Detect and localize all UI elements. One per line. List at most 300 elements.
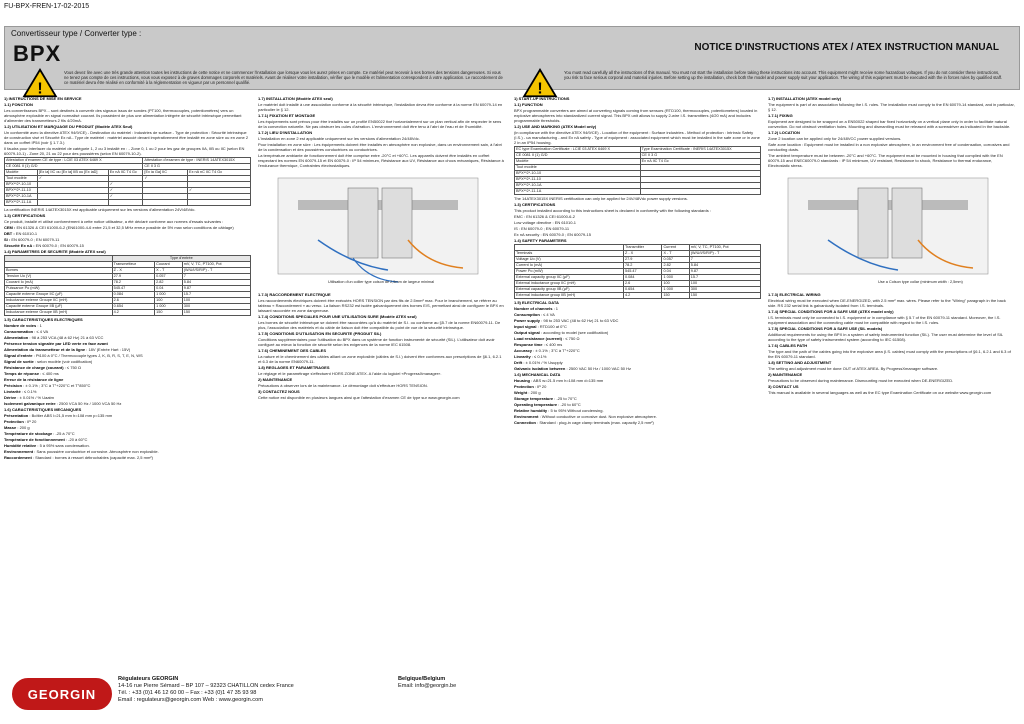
table-cell: 7 bbox=[182, 274, 250, 280]
paragraph: Le réglage et le paramétrage s'effectuent HORS ZONE ATEX. A l'aide du logiciel «ProgressXmanager». bbox=[258, 371, 442, 376]
spec-value: : RTD100 at 0°C bbox=[536, 324, 567, 329]
table-cell: Modèle bbox=[515, 159, 641, 165]
paragraph: Zone 2 location can be applied only for 24/48VCC power supplied versions. bbox=[768, 136, 902, 141]
section-heading: 2) MAINTENANCE bbox=[258, 377, 293, 382]
table-cell: Courant bbox=[155, 262, 183, 268]
table-cell: Attestation d'examen CE de type : LCIE 03 ATEX 6469 X bbox=[5, 158, 143, 164]
spec-row bbox=[514, 420, 761, 425]
spec-row bbox=[4, 365, 251, 370]
spec-label: Dérive bbox=[4, 395, 17, 400]
enclosure-diagram bbox=[768, 170, 1008, 290]
table-cell: Courant Io (mA) bbox=[5, 280, 113, 286]
spec-value: EN 61326 & CEI 61000-6-2 (EN61000-4-6 entre 21,5 et 32,5 MHz erreur possible de 5% max selon conditions de câblage) bbox=[16, 225, 234, 230]
paragraph: Les convertisseurs BPX... sont destinés à convertir des signaux issus de sondes (PT100, thermocouples, potentiomètres) vers un atmosphère explosible en signal normalisé courant. Ils possèdent de plus une alimentation intégrée de sécurité intrinsèque permettant d'alimenter des transmetteurs 2 fils 4/20mA. bbox=[4, 108, 242, 123]
spec-label: Raccordement bbox=[4, 455, 32, 460]
spec-label: Response time bbox=[514, 342, 543, 347]
spec-value: : 2500 VCA 50 Hz / 1000 VCA 50 Hz bbox=[55, 401, 122, 406]
table-cell: 2.6 bbox=[112, 298, 155, 304]
table-cell: 100 bbox=[662, 281, 689, 287]
spec-label: Température de fonctionnement bbox=[4, 437, 65, 442]
table-cell: 150 bbox=[689, 293, 760, 299]
table-cell: 150 bbox=[662, 293, 689, 299]
section-heading: 1.3) CERTIFICATIONS bbox=[4, 213, 46, 218]
section-heading: 1.6) MECHANICAL DATA bbox=[514, 372, 561, 377]
paragraph: Il faudra pour interfacer du matériel de catégorie 1, 2 ou 3 installé en : - Zone 0, 1 ou 2 pour les gaz de groupes IIA, IIB ou IIC (selon EN 60079-10-1) - Zone 20, 21 ou 22 pour des poussières (selon EN 60079-10-2). bbox=[4, 146, 245, 156]
paragraph: The 14ATEX3015X INERIS certification can only be applied for 24V/48Vdc power supply versions. bbox=[514, 196, 688, 201]
spec-label: Présentation bbox=[4, 413, 29, 418]
spec-label: Number of channels bbox=[514, 306, 553, 311]
spec-row bbox=[4, 371, 251, 376]
paragraph: EMC : EN 61326 & CEI 61000-6-2 bbox=[514, 214, 575, 219]
spec-row bbox=[514, 354, 761, 359]
spec-value: : 18V (Entrée Hart : 15V) bbox=[85, 347, 131, 352]
table-cell: External inductance group IIB (mH) bbox=[515, 293, 624, 299]
paragraph: La certification INERIS 14ATEX3015X est applicable uniquement sur les versions d'alimentation 24V/48Vdc. bbox=[4, 207, 196, 212]
spec-label: Housing bbox=[514, 378, 530, 383]
spec-row bbox=[4, 437, 251, 442]
table-cell: ✓ bbox=[108, 194, 143, 200]
section-heading: 1.7.3) RACCORDEMENT ELECTRIQUE bbox=[258, 292, 331, 297]
spec-value: : 5 à 95% sans condensation. bbox=[36, 443, 90, 448]
spec-label: Environnement bbox=[4, 449, 34, 454]
table-cell: 15.7 bbox=[689, 275, 760, 281]
belgium-contact bbox=[398, 676, 456, 690]
mounting-illustration bbox=[258, 170, 505, 290]
table-cell: CE 0081 II (1) G/D bbox=[5, 164, 143, 170]
table-cell: BPX**2*-10-10 bbox=[5, 182, 38, 188]
spec-label: Linearity bbox=[514, 354, 531, 359]
table-cell: Ex nA IIC T4 Gc bbox=[640, 159, 760, 165]
table-row bbox=[5, 310, 251, 316]
table-cell: EC type Examination Certificate : LCIE 03 ATEX 6469 X bbox=[515, 147, 641, 153]
spec-label: Résistance de charge (courant) bbox=[4, 365, 64, 370]
spec-row bbox=[4, 455, 251, 460]
svg-text:!: ! bbox=[537, 80, 543, 98]
spec-value: : ≤ 400 ms bbox=[39, 371, 59, 376]
spec-row bbox=[514, 348, 761, 353]
spec-value: : ≤ 4 VA bbox=[33, 329, 49, 334]
paragraph: Additional requirements for using the BPX in a system of safety instrumented function (SIL). The user must determine the level of SIL according to the type of safety instrumented system (according to IEC 61508). bbox=[768, 332, 1004, 342]
spec-value: : 1 bbox=[552, 306, 559, 311]
spec-row bbox=[514, 312, 761, 317]
table-cell: [Ex ia] IIC ou [Ex ia] IIB ou [Ex iaD] bbox=[37, 170, 108, 176]
paragraph: Precautions to be observed during maintenance. Dismounting must be executed when DE-ENERGIZED. bbox=[768, 378, 954, 383]
table-cell: ✓ bbox=[188, 188, 251, 194]
spec-value: EN 60079-0 ; EN 60079-11 bbox=[11, 237, 60, 242]
column-fr-startup bbox=[4, 96, 251, 668]
table-cell: BPX**2*-10-1A bbox=[515, 183, 641, 189]
table-cell: 0.04 bbox=[155, 286, 183, 292]
table-cell: Tout modèle bbox=[515, 165, 641, 171]
table-cell: 27.9 bbox=[623, 257, 661, 263]
paragraph: The type and the path of the cables going into the explosive area (I.S. cables) must comply with the prescriptions of §6.1, 6.2.1 and 6.3 of the EN 60079-11 standard. bbox=[768, 349, 1011, 359]
table-cell: 0.654 bbox=[112, 304, 155, 310]
table-cell: CE II 3 G bbox=[143, 164, 251, 170]
section-heading: 1.6) CARACTERISTIQUES MECANIQUES bbox=[4, 407, 82, 412]
spec-row bbox=[4, 443, 251, 448]
table-cell: Ex nA IIC T4 Gc bbox=[108, 170, 143, 176]
spec-label: Drift bbox=[514, 360, 523, 365]
table-cell: 545.47 bbox=[623, 269, 661, 275]
spec-value: : 1 bbox=[36, 323, 42, 328]
table-cell: 2.82 bbox=[662, 263, 689, 269]
spec-row bbox=[4, 449, 251, 454]
spec-value: : ≤ 0.1% bbox=[20, 389, 37, 394]
spec-value: EN 61010-1 bbox=[15, 231, 38, 236]
spec-value: : 2500 VAC 50 Hz / 1000 VAC 50 Hz bbox=[565, 366, 632, 371]
table-cell: 5.84 bbox=[689, 263, 760, 269]
section-heading: 3) CONTACT US bbox=[768, 384, 799, 389]
column-en-installation bbox=[768, 96, 1015, 668]
table-cell: Transmetteur bbox=[112, 262, 155, 268]
table-cell: 300 bbox=[182, 304, 250, 310]
spec-row bbox=[514, 306, 761, 311]
spec-label: Signal d'entrée bbox=[4, 353, 33, 358]
illustration-caption: Utilisation d'un collier type colson de 2,5mm de largeur minimal bbox=[328, 280, 435, 284]
table-cell: 0.084 bbox=[112, 292, 155, 298]
table-cell: X - T bbox=[155, 268, 183, 274]
spec-label: Précision bbox=[4, 383, 23, 388]
section-heading: 1.2) USE AND MARKING (ATEX Model only) bbox=[514, 124, 597, 129]
spec-label: Masse bbox=[4, 425, 17, 430]
paragraph: BPX programmable converters are aimed at converting signals coming from sensors (RTD100, thermocouples, potentiometers) located in explosive atmospheres into standardized current signal. This BPX unit allows to supply 2-wire I.S. transmitters (4/20 mA) and includes programmable thresholds. bbox=[514, 108, 758, 123]
section-heading: 1.7.1) FIXING bbox=[768, 113, 793, 118]
converter-type-label: Convertisseur type / Converter type : bbox=[11, 29, 142, 38]
table-cell: 7 bbox=[689, 257, 760, 263]
table-cell: BPX**2*-10-1A bbox=[5, 194, 38, 200]
spec-value: : ± 0.1% ; 3°C à T°+220°C et T°850°C bbox=[22, 383, 91, 388]
section-heading: 1.7) INSTALLATION (Modèle ATEX seul) bbox=[258, 96, 333, 101]
column-fr-installation bbox=[258, 96, 505, 668]
spec-row bbox=[4, 401, 251, 406]
spec-value: : Standard : bornes à ressort débrochables (capacité max. 2,5 mm²) bbox=[31, 455, 153, 460]
section-heading: 2) MAINTENANCE bbox=[768, 372, 803, 377]
spec-label: Temps de réponse bbox=[4, 371, 40, 376]
table-cell: Voltage Uo (V) bbox=[515, 257, 624, 263]
table-cell: mV, V, TC, PT100, Pot bbox=[182, 262, 250, 268]
warning-triangle-icon bbox=[22, 68, 58, 98]
marking-table bbox=[514, 146, 761, 195]
paragraph: Précautions à observer lors de la maintenance. Le démontage doit s'effectuer HORS TENSION. bbox=[258, 383, 428, 388]
warning-triangle-icon bbox=[522, 68, 558, 98]
table-cell: X - T bbox=[662, 251, 689, 257]
spec-row bbox=[4, 377, 251, 382]
spec-value: : 98 to 253 VAC (48 to 62 Hz) 21 to 63 VDC bbox=[540, 318, 619, 323]
spec-value: : ≤ 4 VA bbox=[539, 312, 555, 317]
section-heading: 1.4) PARAMETRES DE SECURITE (Modèle ATEX seul) bbox=[4, 249, 106, 254]
spec-value: : ± 0.01% / % Usupply bbox=[522, 360, 563, 365]
spec-row bbox=[4, 359, 251, 364]
spec-value: : Sans poussière conductrice et corrosive. Atmosphère non explosible. bbox=[33, 449, 159, 454]
street-address: 14-16 rue Pierre Sémard – BP 107 – 92323 CHATILLON cedex France bbox=[118, 683, 294, 689]
section-heading: 1.7) INSTALLATION (ATEX model only) bbox=[768, 96, 842, 101]
spec-value: : according to model (see codification) bbox=[539, 330, 609, 335]
table-row bbox=[515, 293, 761, 299]
document-id: FU-BPX-FREN-17-02-2015 bbox=[4, 3, 90, 10]
spec-value: : IP 20 bbox=[23, 419, 37, 424]
spec-value: : 98 à 253 VCA (48 à 62 Hz) 21 à 63 VCC bbox=[28, 335, 104, 340]
spec-row bbox=[4, 329, 251, 334]
table-cell: BPX**2*-11-10 bbox=[5, 188, 38, 194]
table-cell: (W/U/I/S/R/P) - T bbox=[689, 251, 760, 257]
paragraph: Les raccordements électriques doivent être exécutés HORS TENSION par des fils de 2.5mm² max. Pour le branchement, se référer au tableau « Raccordement » au verso. La liaison RS232 est isolée galvaniquement des bornes E/S, permettant ainsi de configurer le BPX en laissant raccordée en zone dangereuse. bbox=[258, 298, 504, 313]
section-heading: 1.8) REGLAGES ET PARAMETRAGES bbox=[258, 365, 330, 370]
spec-value: : ≤ 750 Ω bbox=[63, 365, 81, 370]
paragraph: Les bornes de sécurité intrinsèque se doivent être raccordées qu'à du matériel de S.I. ou conforme au §5.7 de la norme EN60079-11. De plus, l'association des matériels et du câble de liaison doit être compatible du point de vue de la sécurité intrinsèque. bbox=[258, 320, 501, 330]
table-cell: BPX**2*-10-10 bbox=[515, 171, 641, 177]
paragraph: La nature et le cheminement des câbles alliant un zone explosible (câbles de S.I.) doivent être conformes aux prescriptions de §6.1, 6.2.1 et 6.3 de la norme EN60079-11. bbox=[258, 354, 502, 364]
spec-value: : Standard : plug-in cage clamp terminals (max. capacity 2,5 mm²) bbox=[536, 420, 654, 425]
table-cell: 15.7 bbox=[182, 292, 250, 298]
table-cell: External inductance group IIC (mH) bbox=[515, 281, 624, 287]
spec-row bbox=[4, 389, 251, 394]
spec-row bbox=[4, 425, 251, 430]
table-cell: Puissance Po (mW) bbox=[5, 286, 113, 292]
section-heading: 1.7.4) CONDITIONS SPECIALES POUR UNE UTILISATION SURE (Modèle ATEX seul) bbox=[258, 314, 417, 319]
paragraph: Electrical wiring must be executed when DE-ENERGIZED, with 2.5 mm² max. wires. Please refer to the "Wiring" paragraph in the back side. RS 232 serial link is galvanically isolated from I.S. terminals. bbox=[768, 298, 1006, 308]
paragraph: The setting and adjustment must be done OUT of ATEX AREA. By ProgressXmanager software. bbox=[768, 366, 939, 371]
section-heading: 1.4) SAFETY PARAMETERS bbox=[514, 238, 567, 243]
paragraph: Le matériel doit installé à une association conforme à la sécurité intrinsèque, l'installation devra être conforme à la norme EN 60079-14 en particulier le § 12. bbox=[258, 102, 503, 112]
table-cell: ✓ bbox=[143, 176, 188, 182]
column-en-startup bbox=[514, 96, 761, 668]
table-cell: 0.057 bbox=[662, 257, 689, 263]
section-heading: 1.7.6) CHEMINEMENT DES CABLES bbox=[258, 348, 327, 353]
section-heading: 1.7.2) LOCATION bbox=[768, 130, 800, 135]
paragraph: Un conformité avec la directive ATEX 94/9/CE) - Destination du matériel : Industries de surface - Type de protection : Sécurité intrinsèque de construction visé et Sécurité Ex nA - Type de matériel : matériel associé devant impérativement être installé en zone sûre ou en zone 2 dans un coffret IP54 (voir § 1.7.3.) bbox=[4, 130, 249, 145]
spec-label: Storage temperature bbox=[514, 396, 554, 401]
section-heading: 1) START-UP INSTRUCTIONS bbox=[514, 96, 570, 101]
spec-value: : -20 à 60°C bbox=[64, 437, 88, 442]
section-heading: 1) INSTRUCTIONS DE MISE EN SERVICE bbox=[4, 96, 82, 101]
paragraph: Safe zone location : Equipment must be installed in a non explosive atmosphere, in an environment free of condensation, corrosives and conducting dusts. bbox=[768, 142, 1010, 152]
paragraph: Cette notice est disponible en plusieurs langues ainsi que l'attestation d'examen CE de type sur www.georgin.com bbox=[258, 395, 460, 400]
spec-label: Alimentation bbox=[4, 335, 29, 340]
intro-en: You must read carefully all the instructions of this manual. You must not start the installation before taking these instructions into account. This equipment might receive some hazardous voltages. If you do not consider these instructions, you risk to face serious corporal and material injuries. Before setting up the installation, check both the model and power supply suit your application. The wiring of this equipment must be executed with the in forces rules by qualified staff. bbox=[564, 70, 1003, 81]
section-heading: 1.1) FONCTION bbox=[4, 102, 33, 107]
spec-row bbox=[4, 347, 251, 352]
spec-value: : ≤ 750 Ω bbox=[562, 336, 580, 341]
paragraph: Ce produit, installé et utilisé conformément à cette notice utilisateur, a été déclaré conforme aux normes d'essais suivantes : bbox=[4, 219, 224, 224]
table-cell: 300 bbox=[689, 287, 760, 293]
spec-value: : ABS w=21.5 mm h=108 mm d=135 mm bbox=[530, 378, 604, 383]
section-heading: 1.1) FUNCTION bbox=[514, 102, 543, 107]
table-cell: 1 000 bbox=[155, 304, 183, 310]
table-cell: BPX**2*-11-10 bbox=[515, 177, 641, 183]
spec-row bbox=[514, 408, 761, 413]
table-cell: 150 bbox=[182, 310, 250, 316]
table-cell: External capacity group IIB (µF) bbox=[515, 287, 624, 293]
spec-label: Alimentation du transmetteur et de la ligne bbox=[4, 347, 86, 352]
table-cell: Type Examination Certificate : INERIS 14ATEX3015X bbox=[640, 147, 760, 153]
paragraph: I.S. terminals must only be connected to I.S. equipment or in compliance with § 5.7 of the EN 60079-11 standard. Moreover, the I.S. equipment association and the connecting cable must be compatible with regard to the I.S. rules. bbox=[768, 315, 1001, 325]
spec-label: Connection bbox=[514, 420, 536, 425]
safety-parameters-table bbox=[514, 244, 761, 299]
spec-value: : -20 to 60°C bbox=[557, 402, 581, 407]
paragraph: Pour installation en zone sûre : Les équipements doivent être installés en atmosphère non explosive, dans un environnement sain, à l'abri de la condensation et des poussières conductrices ou conductrices. bbox=[258, 142, 502, 152]
spec-value: : -25 à 70°C bbox=[52, 431, 75, 436]
paragraph: La température ambiante de fonctionnement doit être comprise entre -20°C et +60°C. Les appareils doivent être installés en coffret respectant les normes EN 60079-15 et EN 60079-0 : IP 54 minimum, Résistance aux UV, Résistance aux chocs mécaniques, Résistance à l'endurance thermique, Contraintes électrostatiques. bbox=[258, 153, 504, 168]
spec-label: Erreur de la résistance de ligne bbox=[4, 377, 64, 382]
enclosure-diagram bbox=[258, 170, 498, 290]
table-cell: Tout modèle bbox=[5, 176, 38, 182]
table-cell: Attestation d'examen de type : INERIS 14ATEX3015X bbox=[143, 158, 251, 164]
table-cell: ✓ bbox=[37, 176, 108, 182]
spec-row bbox=[514, 318, 761, 323]
table-cell: 4.2 bbox=[623, 293, 661, 299]
section-heading: 1.7.1) FIXATION ET MONTAGE bbox=[258, 113, 316, 118]
spec-value: : 200 g bbox=[16, 425, 30, 430]
spec-row bbox=[4, 431, 251, 436]
georgin-logo bbox=[12, 678, 112, 710]
spec-value: : IP 20 bbox=[533, 384, 547, 389]
illustration-caption: Use a Colson type collar (minimum width : 2,5mm) bbox=[878, 280, 963, 284]
spec-label: Isolement galvanique entre bbox=[4, 401, 56, 406]
spec-value: : -25 to 70°C bbox=[553, 396, 577, 401]
spec-label: Consumption bbox=[514, 312, 540, 317]
table-cell: External capacity group IIC (µF) bbox=[515, 275, 624, 281]
paragraph: The equipment is part of an association following the I.S. rules. The installation must comply to the EN 60079-14 standard, and in particular, § 12. bbox=[768, 102, 1015, 112]
section-heading: 1.2) UTILISATION ET MARQUAGE DU PRODUIT (Modèle ATEX Seul) bbox=[4, 124, 133, 129]
table-cell: 0.654 bbox=[623, 287, 661, 293]
spec-row bbox=[4, 341, 251, 346]
spec-row bbox=[4, 395, 251, 400]
paragraph: This manual is available in several languages as well as the EC type Examination Certificate on our website www.georgin.com bbox=[768, 390, 992, 395]
table-cell: 1 000 bbox=[155, 292, 183, 298]
table-cell: 78.2 bbox=[623, 263, 661, 269]
table-cell: Inductance externe Groupe IIC (mH) bbox=[5, 298, 113, 304]
spec-label: Protection bbox=[4, 419, 24, 424]
table-cell: CE 0081 II (1) G/D bbox=[515, 153, 641, 159]
page-title: NOTICE D'INSTRUCTIONS ATEX / ATEX INSTRUCTION MANUAL bbox=[694, 42, 999, 53]
paragraph: Ex nA security : EN 60079-0 ; EN 60079-15 bbox=[514, 232, 591, 237]
spec-label: CEM : bbox=[4, 225, 16, 230]
section-heading: 1.7.4) SPECIAL CONDITIONS FOR A SAFE USE (ATEX model only) bbox=[768, 309, 894, 314]
spec-label: Operating temperature bbox=[514, 402, 558, 407]
spec-row bbox=[4, 383, 251, 388]
table-cell: BPX**2*-11-1A bbox=[515, 189, 641, 195]
paragraph: IS : EN 60079-0 ; EN 60079-11 bbox=[514, 226, 570, 231]
table-cell: 0.057 bbox=[155, 274, 183, 280]
table-cell: Inductance externe Groupe IIB (mH) bbox=[5, 310, 113, 316]
spec-label: Température de stockage bbox=[4, 431, 53, 436]
spec-value: : 5 to 95% Without condensing. bbox=[547, 408, 604, 413]
spec-row bbox=[514, 330, 761, 335]
spec-row bbox=[4, 419, 251, 424]
spec-label: Weight bbox=[514, 390, 528, 395]
table-cell: 1 000 bbox=[662, 275, 689, 281]
table-cell: 0.084 bbox=[623, 275, 661, 281]
spec-value: : Without conductive or corrosive dust. Non explosive atmosphere. bbox=[538, 414, 657, 419]
spec-value: : 200 g bbox=[527, 390, 541, 395]
paragraph: Equipment are designed to be snapped on a EN50022 shaped bar fixed horizontally on a vertical plane only in order to facilitate natural convection. Do not obstruct ventilation holes. Mounting and dismantling must be released with a screwdriver as indicated in the backside. bbox=[768, 119, 1011, 129]
table-cell: Capacité externe Groupe IIC (µF) bbox=[5, 292, 113, 298]
table-cell: Power Po (mW) bbox=[515, 269, 624, 275]
spec-label: DBT : bbox=[4, 231, 15, 236]
table-cell: Z - X bbox=[623, 251, 661, 257]
spec-label: Environment bbox=[514, 414, 539, 419]
spec-row bbox=[514, 414, 761, 419]
spec-row bbox=[4, 413, 251, 418]
section-heading: 1.5) ELECTRICAL DATA bbox=[514, 300, 559, 305]
section-heading: 1.7.2) LIEU D'INSTALLATION bbox=[258, 130, 313, 135]
spec-row bbox=[514, 390, 761, 395]
section-heading: 1.8) SETTING AND ADJUSTMENT bbox=[768, 360, 832, 365]
table-cell: mV, V, TC, PT100, Pot bbox=[689, 245, 760, 251]
table-header: Type d'entrée bbox=[112, 256, 250, 262]
svg-text:!: ! bbox=[37, 80, 43, 98]
spec-row bbox=[514, 384, 761, 389]
table-cell: BPX**2*-11-1A bbox=[5, 200, 38, 206]
phone-fax: Tél. : +33 (0)1 46 12 60 00 – Fax : +33 (0)1 47 35 93 98 bbox=[118, 690, 257, 696]
spec-value: : ± 0.1% ; 3°C à T°+220°C bbox=[532, 348, 580, 353]
spec-value: : Pt100 à 0°C / Thermocouple types J, K, B, R, S, T, E, N, WS bbox=[32, 353, 143, 358]
safety-parameters-table bbox=[4, 255, 251, 316]
section-heading: 1.7.6) CABLES PATH bbox=[768, 343, 808, 348]
section-heading: 1.5) CARACTERISTIQUES ELECTRIQUES bbox=[4, 317, 83, 322]
paragraph: Conditions supplémentaires pour l'utilisation du BPX dans un système de fonction instrumenté de sécurité (SIL). L'utilisateur doit avoir configuré au mieux la fonction de sécurité selon les exigences de la norme IEC 61508. bbox=[258, 337, 495, 347]
table-cell: 78.2 bbox=[112, 280, 155, 286]
table-cell: 1 000 bbox=[662, 287, 689, 293]
spec-label: Linéarité bbox=[4, 389, 21, 394]
spec-label: Power supply bbox=[514, 318, 541, 323]
spec-label: Sécurité Ex nA : bbox=[4, 243, 35, 248]
spec-label: Load resistance (current) bbox=[514, 336, 563, 341]
spec-value: : ≤ 400 ms bbox=[542, 342, 563, 347]
section-heading: 1.7.5) CONDITIONS D'UTILISATION EN SECURITE (PRODUIT SIL) bbox=[258, 331, 382, 336]
table-cell: Bornes bbox=[5, 268, 113, 274]
marking-table bbox=[4, 157, 251, 206]
section-heading: 1.7.5) SPECIAL CONDITIONS FOR A SAFE USE (SIL models) bbox=[768, 326, 883, 331]
table-cell: Terminals bbox=[515, 251, 624, 257]
belgium-label: Belgique/Belgium bbox=[398, 676, 446, 682]
table-cell: (W/U/I/S/R/P) - T bbox=[182, 268, 250, 274]
spec-value: : selon modèle (voir codification) bbox=[33, 359, 93, 364]
model-name: BPX bbox=[13, 41, 62, 66]
table-cell: Ex nA nC IIC T4 Gc bbox=[188, 170, 251, 176]
spec-row bbox=[514, 336, 761, 341]
table-cell: 545.47 bbox=[112, 286, 155, 292]
table-cell: 5.84 bbox=[182, 280, 250, 286]
paragraph: (in compliance with the directive ATEX 94/9/CE) - Location of the equipment : Surface industries - Method of protection : Intrinsic Safety (I.S.) - ua manufacturing - and Ex nA safety - Type of equipment : associated equipment which must be installed in the safe zone or in zone 2 in an IP54 housing. bbox=[514, 130, 760, 145]
spec-label: Nombre de voies bbox=[4, 323, 37, 328]
spec-value: : Boîtier ABS l=21,5 mm h=108 mm p=135 mm bbox=[28, 413, 113, 418]
table-cell: 0.04 bbox=[662, 269, 689, 275]
spec-row bbox=[514, 396, 761, 401]
spec-label: Présence tension signalée par LED verte en face avant bbox=[4, 341, 108, 346]
spec-row bbox=[4, 353, 251, 358]
spec-label: SI : bbox=[4, 237, 11, 242]
table-cell: 150 bbox=[155, 310, 183, 316]
table-cell: Transmitter bbox=[623, 245, 661, 251]
spec-row bbox=[514, 402, 761, 407]
spec-row bbox=[514, 324, 761, 329]
section-heading: 1.3) CERTIFICATIONS bbox=[514, 202, 556, 207]
table-cell: 100 bbox=[155, 298, 183, 304]
table-cell: [Ex ia Ga] IIC bbox=[143, 170, 188, 176]
logo-text: GEORGIN bbox=[27, 686, 97, 702]
section-heading: 3) CONTACTEZ NOUS bbox=[258, 389, 300, 394]
spec-row bbox=[514, 378, 761, 383]
table-cell: 100 bbox=[689, 281, 760, 287]
paragraph: Low voltage directive : EN 61010-1 bbox=[514, 220, 577, 225]
spec-row bbox=[514, 360, 761, 365]
paragraph: This product installed according to this instructions sheet is declared in conformity with the following standards : bbox=[514, 208, 711, 213]
spec-row bbox=[4, 323, 251, 328]
table-cell: Modèle bbox=[5, 170, 38, 176]
belgium-email: Email: info@georgin.be bbox=[398, 683, 457, 689]
spec-label: Signal de sortie bbox=[4, 359, 34, 364]
